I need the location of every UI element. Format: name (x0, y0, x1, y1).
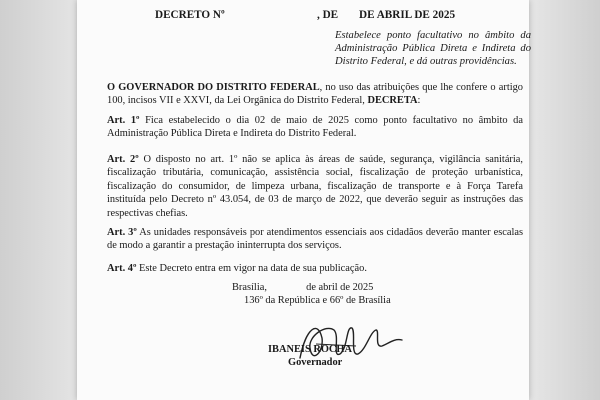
decree-label: DECRETO Nº (155, 9, 225, 21)
closing-city: Brasília, (232, 282, 267, 293)
article-label: Art. 3º (107, 227, 137, 238)
intro-subject: O GOVERNADOR DO DISTRITO FEDERAL (107, 82, 320, 93)
article-text: O disposto no art. 1º não se aplica às áreas de saúde, segurança, vigilância sanitária, fiscalização tributária, comunicação, assistência social, fiscalização de proteção urbanística, fiscalização do consumidor, de limpeza urbana, fiscalização de transporte e à Força Tarefa instituída pelo Decreto nº 43.054, de 03 de março de 2022, que deverão seguir as instruções das respectivas chefias. (107, 154, 523, 219)
signer-role: Governador (288, 357, 343, 368)
intro-text: , no uso das atribuições que lhe confere o artigo 100, incisos VII e XXVI, da Lei Orgânica do Distrito Federal, (107, 82, 523, 107)
decree-date-suffix: DE ABRIL DE 2025 (359, 9, 456, 21)
signer-name: IBANEIS ROCHA (268, 344, 353, 355)
background-right (529, 0, 600, 400)
article-text: As unidades responsáveis por atendimentos essenciais aos cidadãos deverão manter escalas de modo a garantir a prestação ininterrupta dos serviços. (107, 227, 524, 252)
article-text: Fica estabelecido o dia 02 de maio de 2025 como ponto facultativo no âmbito da Administração Pública Direta e Indireta do Distrito Federal. (107, 115, 523, 140)
article-label: Art. 4º (107, 263, 137, 274)
intro-paragraph (107, 81, 523, 108)
decree-comma-de: , DE (317, 9, 339, 21)
closing-date: de abril de 2025 (306, 282, 374, 293)
closing-years: 136º da República e 66º de Brasília (244, 295, 391, 306)
ementa: Estabelece ponto facultativo no âmbito da Administração Pública Direta e Indireta do Distrito Federal, e dá outras providências. (335, 30, 531, 67)
intro-verb: DECRETA (367, 95, 418, 107)
article-label: Art. 2º (107, 154, 139, 165)
intro-end: : (417, 95, 421, 107)
article-label: Art. 1º (107, 115, 140, 126)
closing-place-date (232, 281, 373, 294)
article-text: Este Decreto entra em vigor na data de sua publicação. (136, 263, 367, 274)
background-left (0, 0, 77, 400)
article-3 (107, 226, 523, 253)
article-2 (107, 153, 523, 220)
article-1 (107, 114, 523, 141)
article-4 (107, 262, 523, 275)
